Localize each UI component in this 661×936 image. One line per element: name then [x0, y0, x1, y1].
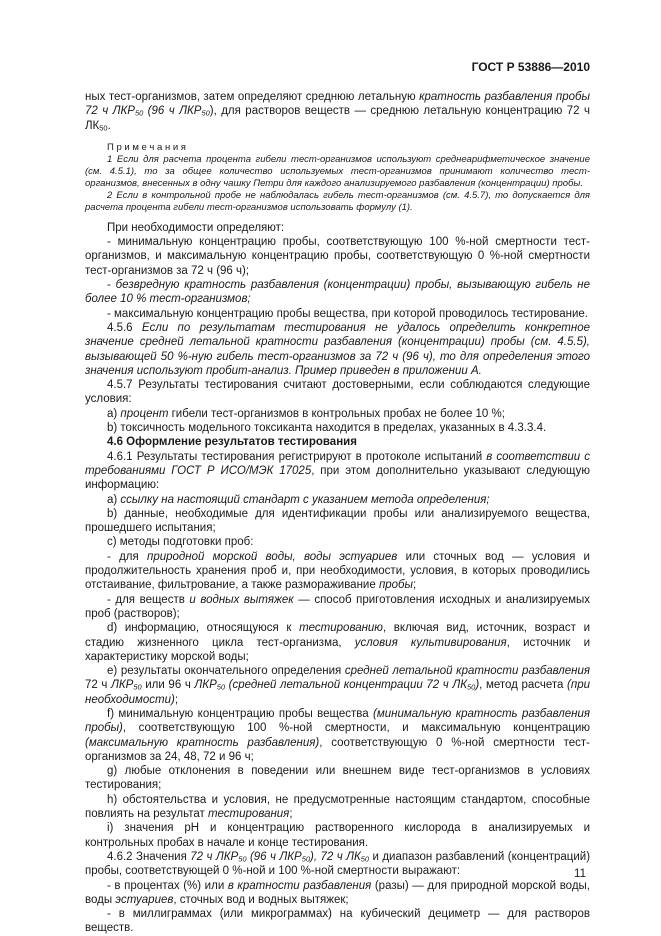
clause-paragraph-4-5-7: 4.5.7 Результаты тестирования считают достоверными, если соблюдаются следующие условия:	[85, 379, 590, 406]
list-item-letter: i) значения pH и концентрацию растворенного кислорода в анализируемых и контрольных пробах в начале и конце тестирования.	[85, 822, 590, 849]
list-item-letter: c) методы подготовки проб:	[107, 536, 254, 549]
list-item-letter: h) обстоятельства и условия, не предусмотренные настоящим стандартом, способные повлиять на результат тестирования;	[85, 793, 590, 821]
page-number: 11	[574, 868, 586, 880]
page-body-text	[85, 90, 590, 936]
clause-paragraph-4-6-1: 4.6.1 Результаты тестирования регистрируют в протоколе испытаний в соответствии с требованиями ГОСТ Р ИСО/МЭК 17025, при этом дополнительно указывают следующую информацию:	[85, 450, 590, 492]
list-item-letter: a) процент гибели тест-организмов в контрольных пробах не более 10 %;	[107, 407, 505, 420]
paragraph: При необходимости определяют:	[107, 221, 285, 234]
section-heading-4-6: 4.6 Оформление результатов тестирования	[107, 436, 357, 449]
list-item-letter: g) любые отклонения в поведении или внешнем виде тест-организмов в условиях тестирования;	[85, 765, 590, 792]
list-item-dash: - для веществ и водных вытяжек — способ приготовления исходных и анализируемых проб (растворов);	[85, 593, 591, 620]
list-item-letter: b) данные, необходимые для идентификации пробы или анализируемого вещества, прошедшего испытания;	[85, 507, 590, 535]
list-item-letter: b) токсичность модельного токсиканта находится в пределах, указанных в 4.3.3.4.	[107, 422, 547, 435]
list-item-dash: - в процентах (%) или в кратности разбавления (разы) — для природной морской воды, воды эстуариев, сточных вод и водных вытяжек;	[85, 879, 590, 906]
list-item-dash: - максимальную концентрацию пробы вещества, при которой проводилось тестирование.	[107, 307, 588, 320]
notes-label: П р и м е ч а н и я	[107, 141, 186, 153]
list-item-letter: a) ссылку на настоящий стандарт с указанием метода определения;	[107, 493, 490, 506]
note-item: 2 Если в контрольной пробе не наблюдалась гибель тест-организмов (см. 4.5.7), то допускается для расчета процента гибели тест-организмов использовать формулу (1).	[85, 189, 590, 213]
list-item-letter: f) минимальную концентрацию пробы вещества (минимальную кратность разбавления пробы), соответствующую 100 %-ной смертности, и максимальную концентрацию (максимальную кратность разбавления), соответствующую 0 %-ной смертности тест-организмов за 24, 48, 72 и 96 ч;	[85, 707, 591, 763]
document-number-header: ГОСТ Р 53886—2010	[471, 60, 590, 74]
paragraph-continuation: ных тест-организмов, затем определяют среднюю летальную кратность разбавления пробы 72 ч $ЛКР_{50}$ (96 ч $ЛКР_{50}$), для растворов веществ — среднюю летальную концентрацию 72 ч $ЛК_{50}$.	[85, 91, 590, 132]
list-item-dash: - минимальную концентрацию пробы, соответствующую 100 %-ной смертности тест-организмов, и максимальную концентрацию пробы, соответствующую 0 %-ной смертности тест-организмов за 72 ч (96 ч);	[85, 236, 590, 277]
clause-paragraph-4-6-2: 4.6.2 Значения 72 ч $ЛКР_{50}$ (96 ч $ЛКР_{50}$), 72 ч $ЛК_{50}$ и диапазон разбавлений (концентраций) пробы, соответствующей 0 %-ной и 100 %-ной смертности выражают:	[85, 850, 591, 878]
list-item-dash: - для природной морской воды, воды эстуариев или сточных вод — условия и продолжительность хранения проб и, при необходимости, условия, в которых проводились отстаивание, фильтрование, а также размораживание пробы;	[85, 550, 590, 592]
list-item-dash: - безвредную кратность разбавления (концентрации) пробы, вызывающую гибель не более 10 % тест-организмов;	[85, 279, 590, 306]
clause-paragraph-4-5-6: 4.5.6 Если по результатам тестирования не удалось определить конкретное значение средней летальной кратности разбавления (концентрации) пробы (см. 4.5.5), вызывающей 50 %-ную гибель тест-организмов за 72 ч (96 ч), то для определения этого значения используют пробит-анализ. Пример приведен в приложении А.	[85, 321, 590, 377]
list-item-letter: d) информацию, относящуюся к тестированию, включая вид, источник, возраст и стадию жизненного цикла тест-организма, условия культивирования, источник и характеристику морской воды;	[85, 622, 590, 663]
list-item-letter: e) результаты окончательного определения средней летальной кратности разбавления 72 ч $ЛКР_{50}$ или 96 ч $ЛКР_{50}$ (средней летальной концентрации 72 ч $ЛК_{50}$), метод расчета (при необходимости);	[85, 665, 591, 706]
list-item-dash: - в миллиграммах (или микрограммах) на кубический дециметр — для растворов веществ.	[85, 908, 590, 935]
note-item: 1 Если для расчета процента гибели тест-организмов используют среднеарифметическое значение (см. 4.5.1), то за общее количество используемых тест-организмов принимают количество тест-организмов, внесенных в одну чашку Петри для каждого анализируемого разбавления (концентрации) пробы.	[85, 153, 590, 189]
